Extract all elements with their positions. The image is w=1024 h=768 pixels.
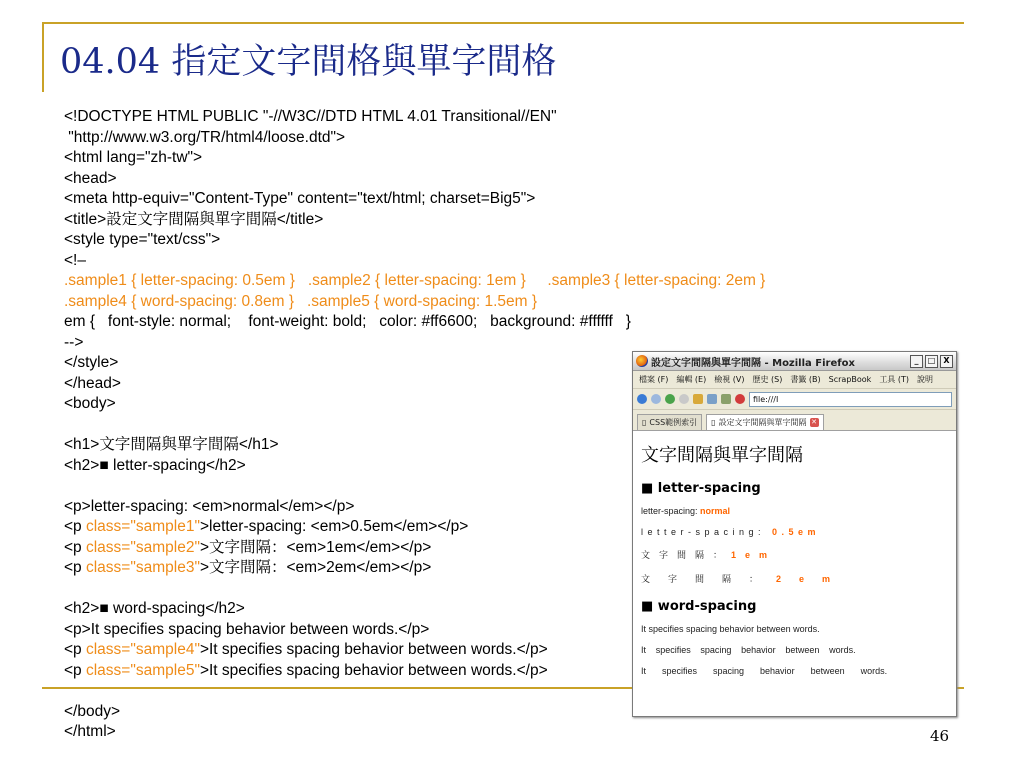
code-line: <p>It specifies spacing behavior between words.</p> [64,620,430,638]
navigation-toolbar [633,389,956,410]
code-line: <h2>■ word-spacing</h2> [64,600,245,617]
print-icon[interactable] [721,394,731,404]
menu-bookmarks[interactable]: 書籤 (B) [790,375,821,384]
maximize-button[interactable]: □ [925,355,938,368]
code-line: <h2>■ letter-spacing</h2> [64,456,246,474]
code-line: <p class="sample4">It specifies spacing behavior between words.</p> [64,641,548,658]
firefox-window [632,351,957,717]
tab-strip [633,410,956,431]
menu-scrapbook[interactable]: ScrapBook [828,375,872,384]
code-line: </style> [64,354,119,371]
content-heading: 文字間隔與單字間隔 [641,445,803,466]
page-icon: ▯ [642,418,647,427]
code-line: <!DOCTYPE HTML PUBLIC "-//W3C//DTD HTML 4.01 Transitional//EN" [64,108,557,125]
addon-icon[interactable] [707,394,717,404]
tab-label: 設定文字間隔與單字間隔 [718,418,807,427]
reload-icon[interactable] [665,394,675,404]
menu-tools[interactable]: 工具 (T) [879,375,909,384]
page-content [633,431,956,716]
sample2: 文字間隔：1em [641,550,777,560]
back-icon[interactable] [637,394,647,404]
code-line: <meta http-equiv="Content-Type" content="text/html; charset=Big5"> [64,190,536,207]
code-line: <html lang="zh-tw"> [64,149,203,166]
sample1: letter-spacing: 0.5em [641,527,821,537]
menu-file[interactable]: 檔案 (F) [639,375,669,384]
code-line: <title>設定文字間隔與單字間隔</title> [64,210,324,228]
code-line: <!– [64,251,86,269]
firefox-logo-icon [636,355,648,367]
code-line: .sample1 { letter-spacing: 0.5em } .sample2 { letter-spacing: 1em } .sample3 { letter-spacing: 2em } [64,272,766,289]
tab-label: CSS範例索引 [649,418,698,427]
code-line: "http://www.w3.org/TR/html4/loose.dtd"> [64,128,346,146]
menu-edit[interactable]: 編輯 (E) [676,375,707,384]
page-icon: ▯ [711,418,716,427]
code-line: --> [64,333,84,351]
code-line: <p class="sample2">文字間隔：<em>1em</em></p> [64,538,432,556]
code-line: <style type="text/css"> [64,231,221,248]
menu-history[interactable]: 歷史 (S) [752,375,783,384]
close-button[interactable]: X [940,355,953,368]
code-line: <p class="sample5">It specifies spacing behavior between words.</p> [64,661,548,679]
tab-close-icon[interactable]: ✕ [811,418,817,426]
tab-spacing-demo[interactable] [706,414,823,430]
menu-view[interactable]: 檢視 (V) [714,375,745,384]
sample4: It specifies spacing behavior between words. [641,645,856,655]
page-number: 46 [930,727,950,745]
code-line: <body> [64,395,116,412]
code-line: </head> [64,374,121,392]
code-line: .sample4 { word-spacing: 0.8em } .sample5 { word-spacing: 1.5em } [64,292,538,310]
tab-css-index[interactable] [637,414,702,430]
sample5: It specifies spacing behavior between words. [641,666,888,676]
minimize-button[interactable]: _ [910,355,923,368]
stop-icon[interactable] [679,394,689,404]
code-line: <p class="sample1">letter-spacing: <em>0.5em</em></p> [64,518,469,535]
left-rule [42,22,44,92]
code-line: <p class="sample3">文字間隔：<em>2em</em></p> [64,559,432,576]
code-line: <head> [64,169,117,187]
top-rule [42,22,964,24]
menu-help[interactable]: 說明 [916,375,933,384]
sample3: 文字間隔：2em [641,574,849,584]
letter-spacing-heading: ■ letter-spacing [641,481,761,496]
adblock-icon[interactable] [735,394,745,404]
code-line: em { font-style: normal; font-weight: bold; color: #ff6600; background: #ffffff } [64,313,631,330]
slide-title: 04.04 指定文字間格與單字間格 [60,42,557,82]
window-titlebar[interactable] [633,352,956,371]
code-line: <h1>文字間隔與單字間隔</h1> [64,436,279,453]
menu-bar [633,371,956,389]
sample-normal: letter-spacing: normal [641,506,731,516]
forward-icon[interactable] [651,394,661,404]
word-spacing-heading: ■ word-spacing [641,599,757,614]
sample-word-normal: It specifies spacing behavior between words. [641,624,820,634]
window-title: 設定文字間隔與單字間隔 - Mozilla Firefox [651,357,855,369]
code-line: </html> [64,723,116,740]
code-line: </body> [64,702,121,720]
url-bar[interactable]: file:///I [749,392,952,407]
home-icon[interactable] [693,394,703,404]
code-line: <p>letter-spacing: <em>normal</em></p> [64,497,355,515]
